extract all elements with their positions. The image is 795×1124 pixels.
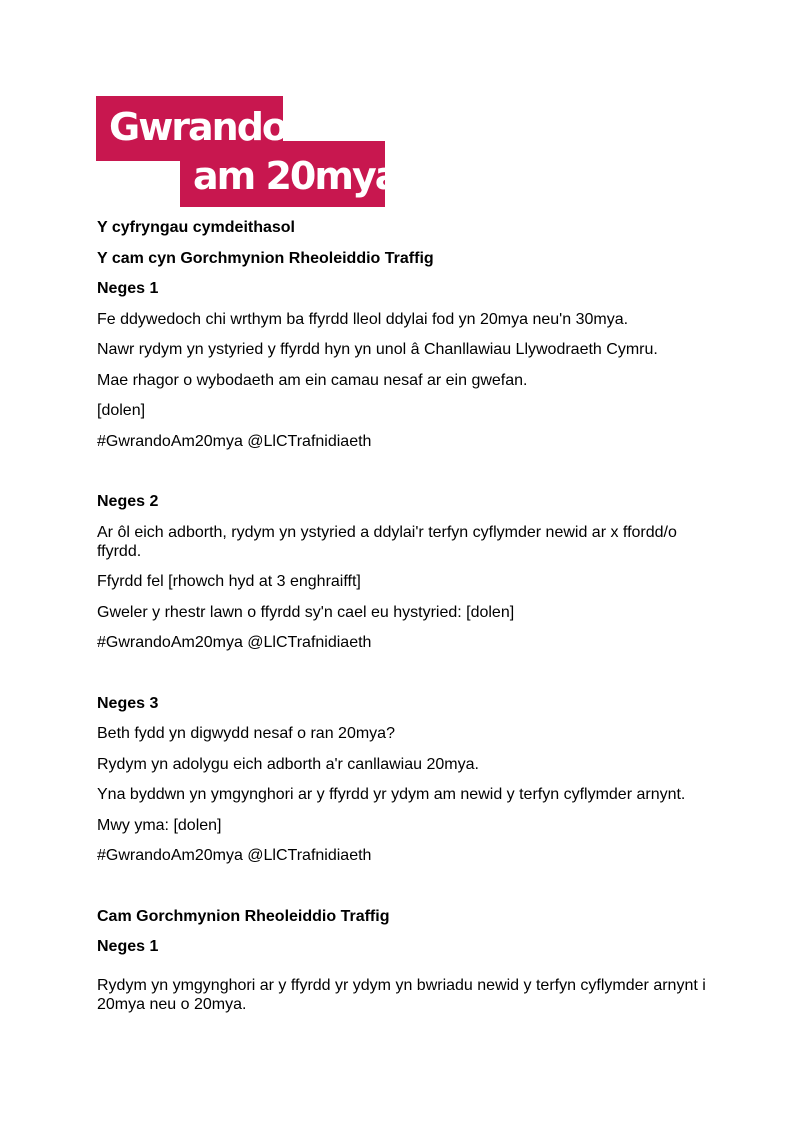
s1-message2-hashtags: #GwrandoAm20mya @LlCTrafnidiaeth: [97, 634, 372, 651]
s1-message1-line: Mae rhagor o wybodaeth am ein camau nesaf ar ein gwefan.: [97, 371, 528, 389]
s1-message1-label: Neges 1: [97, 280, 159, 297]
s1-message2-line: Gweler y rhestr lawn o ffyrdd sy'n cael eu hystyried: [dolen]: [97, 603, 515, 621]
s1-message2-line: Ar ôl eich adborth, rydym yn ystyried a ddylai'r terfyn cyflymder newid ar x ffordd/o ffyrdd.: [97, 523, 677, 560]
spacer: [97, 877, 707, 907]
spacer: [97, 462, 707, 492]
heading-social-media: Y cyfryngau cymdeithasol: [97, 219, 295, 236]
s1-message1-hashtags: #GwrandoAm20mya @LlCTrafnidiaeth: [97, 432, 372, 450]
s1-message3-line: Beth fydd yn digwydd nesaf o ran 20mya?: [97, 725, 395, 742]
logo: [96, 96, 399, 207]
section2-title: Cam Gorchmynion Rheoleiddio Traffig: [97, 907, 390, 925]
spacer: [97, 664, 707, 694]
s2-message1-label: Neges 1: [97, 938, 159, 955]
s1-message3-line: Yna byddwn yn ymgynghori ar y ffyrdd yr ydym am newid y terfyn cyflymder arnynt.: [97, 786, 686, 803]
s2-message1-line: Rydym yn ymgynghori ar y ffyrdd yr ydym yn bwriadu newid y terfyn cyflymder arnynt i 20mya neu o 20mya.: [97, 976, 706, 1013]
s1-message1-link-placeholder: [dolen]: [97, 402, 146, 419]
s1-message3-label: Neges 3: [97, 694, 159, 712]
s1-message1-line: Fe ddywedoch chi wrthym ba ffyrdd lleol ddylai fod yn 20mya neu'n 30mya.: [97, 310, 629, 328]
document-body: [97, 218, 707, 1025]
s1-message1-line: Nawr rydym yn ystyried y ffyrdd hyn yn unol â Chanllawiau Llywodraeth Cymru.: [97, 341, 658, 358]
s1-message3-line: Mwy yma: [dolen]: [97, 816, 222, 834]
section1-title: Y cam cyn Gorchmynion Rheoleiddio Traffig: [97, 249, 434, 267]
s1-message2-line: Ffyrdd fel [rhowch hyd at 3 enghraifft]: [97, 573, 361, 590]
s1-message3-hashtags: #GwrandoAm20mya @LlCTrafnidiaeth: [97, 847, 372, 864]
spacer: [97, 968, 707, 976]
s1-message3-line: Rydym yn adolygu eich adborth a'r canllawiau 20mya.: [97, 755, 479, 773]
s1-message2-label: Neges 2: [97, 493, 159, 510]
logo-text-line2: am 20mya: [193, 154, 399, 198]
logo-text-line1: Gwrando: [109, 105, 287, 149]
